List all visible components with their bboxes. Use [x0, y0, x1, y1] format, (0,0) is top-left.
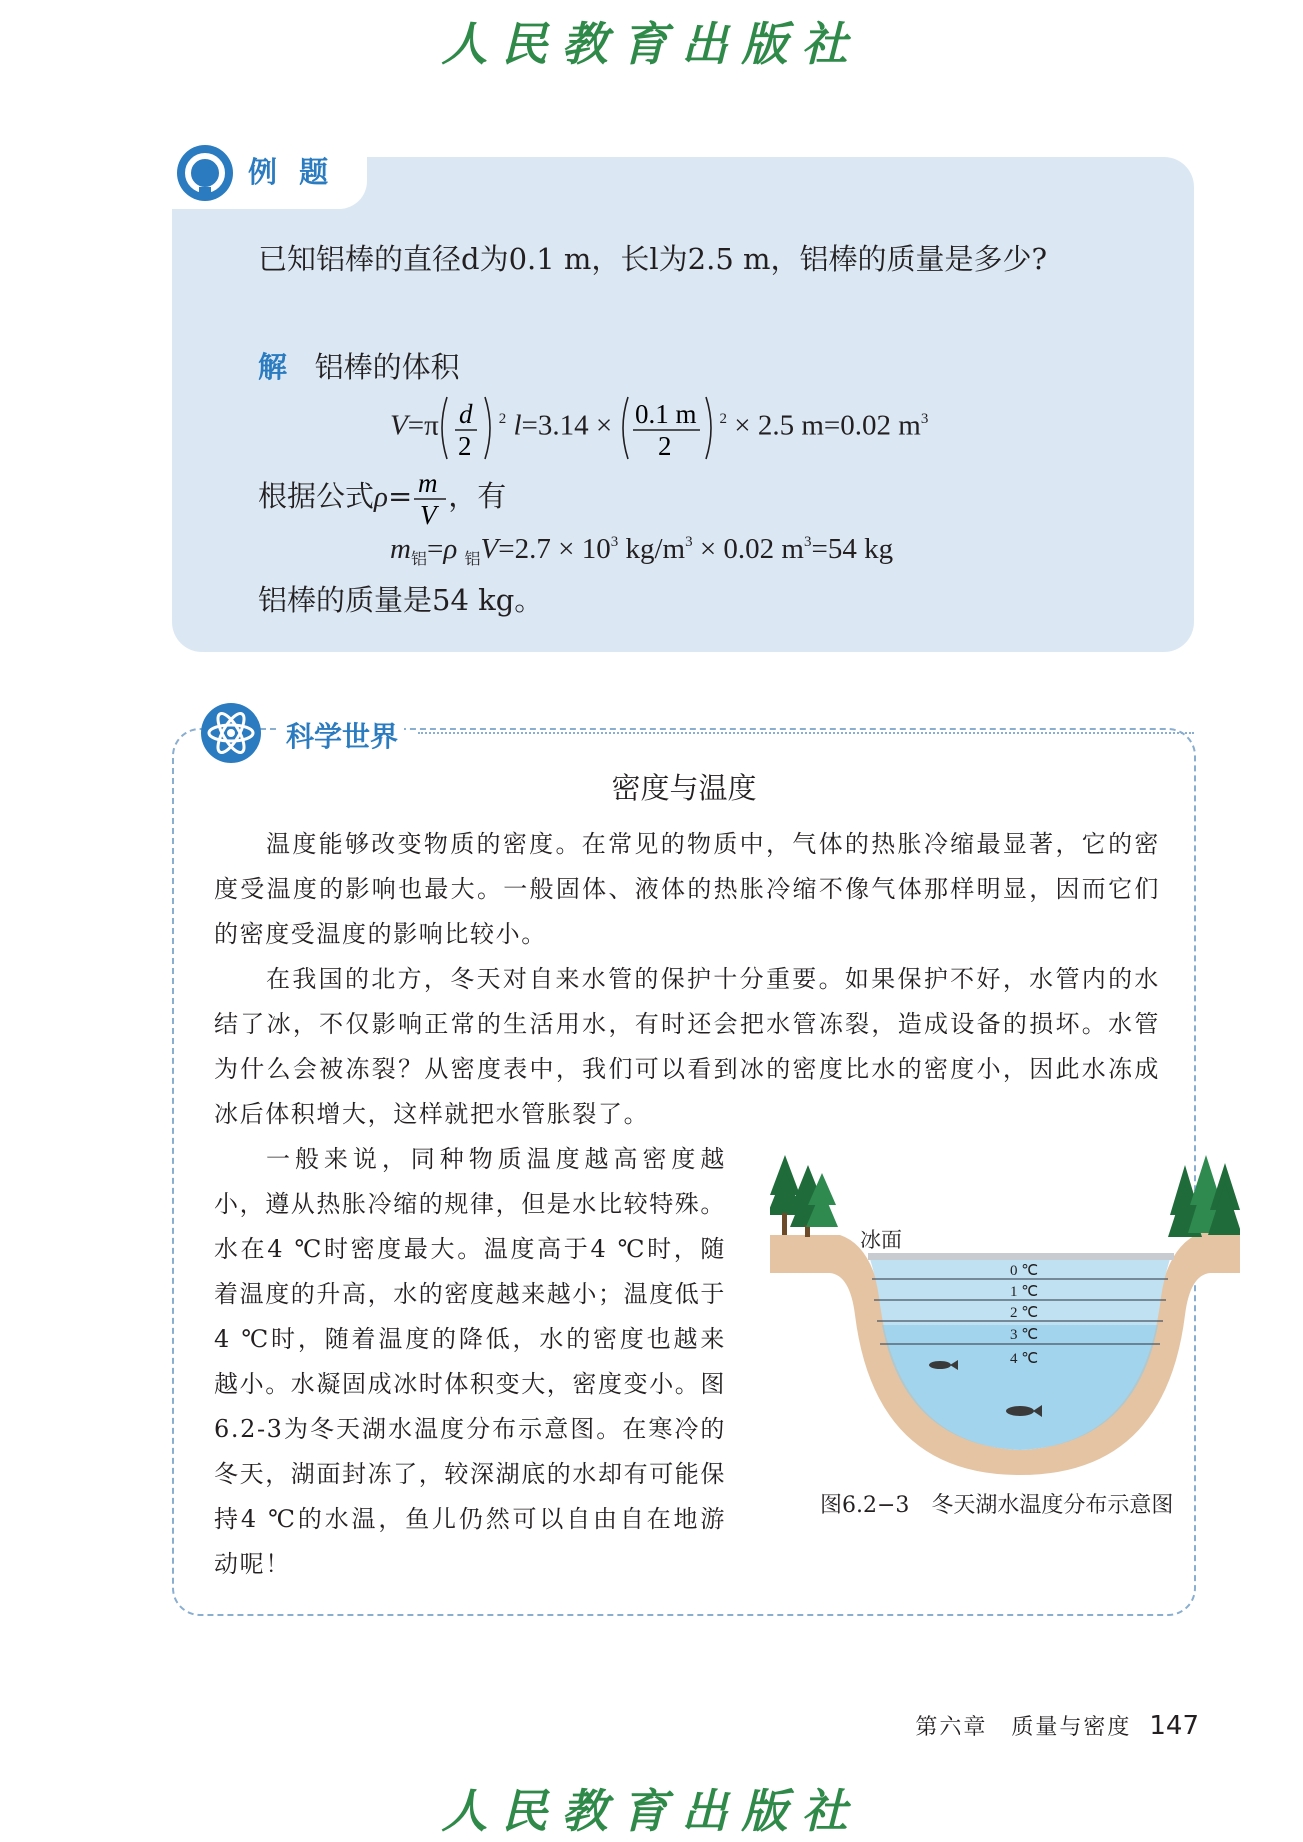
- example-conclusion: 铝棒的质量是54 kg。: [258, 583, 544, 617]
- fraction-01m-over-2: [620, 395, 720, 461]
- page-number: 147: [1149, 1711, 1199, 1741]
- example-icon: [175, 143, 235, 203]
- publisher-header: 人民教育出版社: [441, 17, 862, 71]
- lake-temperature-figure: [770, 1155, 1240, 1475]
- solution-step1: [258, 350, 460, 385]
- right-trees: [1168, 1155, 1240, 1237]
- svg-text:V: V: [420, 500, 437, 530]
- ice-label: 冰面: [860, 1228, 902, 1252]
- step1-text: 铝棒的体积: [314, 350, 460, 384]
- fraction-m-over-v: [412, 466, 448, 530]
- left-trees: [770, 1155, 838, 1237]
- svg-text:0.1 m: 0.1 m: [634, 399, 697, 429]
- layer-label: 3 ℃: [1010, 1327, 1039, 1343]
- example-label: 例 题: [248, 155, 335, 189]
- ice-surface: [868, 1253, 1174, 1260]
- svg-text:m: m: [418, 468, 438, 498]
- chapter-title: 第六章 质量与密度: [915, 1715, 1132, 1740]
- paragraph-3: 一般来说，同种物质温度越高密度越小，遵从热胀冷缩的规律，但是水比较特殊。水在4 ℃时密度最大。温度高于4 ℃时，随着温度的升高，水的密度越来越小；温度低于4 ℃时，随着温度的降低，水的密度也越来越小。水凝固成冰时体积变大，密度变小。图6.2-3为冬天湖水温度分布示意图。在寒冷的冬天，湖面封冻了，较深湖底的水却有可能保持4 ℃的水温，鱼儿仍然可以自由自在地游动呢！: [214, 1145, 726, 1578]
- svg-text:2: 2: [457, 431, 472, 461]
- fraction-d-over-2: [439, 395, 499, 461]
- paragraph-1: 温度能够改变物质的密度。在常见的物质中，气体的热胀冷缩最显著，它的密度受温度的影响也最大。一般固体、液体的热胀冷缩不像气体那样明显，因而它们的密度受温度的影响比较小。: [214, 830, 1160, 948]
- publisher-footer: 人民教育出版社: [441, 1784, 862, 1838]
- paragraph-2: 在我国的北方，冬天对自来水管的保护十分重要。如果保护不好，水管内的水结了冰，不仅影响正常的生活用水，有时还会把水管冻裂，造成设备的损坏。水管为什么会被冻裂？从密度表中，我们可以看到冰的密度比水的密度小，因此水冻成冰后体积增大，这样就把水管胀裂了。: [214, 965, 1160, 1128]
- example-question: [258, 242, 1047, 277]
- mass-formula: $m_铝=\rho$ $_铝V=2.7 \times 10^3$ $kg/m^3 \times 0.02$ $m^3=54$ kg: [390, 533, 894, 568]
- science-world-label: 科学世界: [280, 715, 404, 755]
- solution-marker: 解: [258, 350, 288, 384]
- layer-label: 2 ℃: [1010, 1305, 1039, 1321]
- question-text: 已知铝棒的直径d为0.1 m，长l为2.5 m，铝棒的质量是多少?: [258, 242, 1048, 276]
- page-footer: [915, 1710, 1199, 1741]
- figure-caption: 图6.2−3 冬天湖水温度分布示意图: [820, 1493, 1174, 1518]
- atom-icon: [200, 702, 262, 764]
- science-world-divider: [418, 732, 1194, 734]
- layer-label: 1 ℃: [1010, 1284, 1039, 1300]
- svg-text:2: 2: [657, 431, 671, 461]
- science-world-title: 密度与温度: [611, 771, 757, 805]
- layer-label: 4 ℃: [1010, 1351, 1039, 1367]
- volume-formula: V=π d 2 $^2$ l=3.14 × 0.1 m 2 $^2$ × 2.5 m=0.02 $m^3$: [390, 395, 928, 461]
- svg-text:d: d: [458, 399, 473, 429]
- solution-step2: 根据公式ρ= m V ，有: [258, 468, 507, 530]
- layer-label: 0 ℃: [1010, 1263, 1039, 1279]
